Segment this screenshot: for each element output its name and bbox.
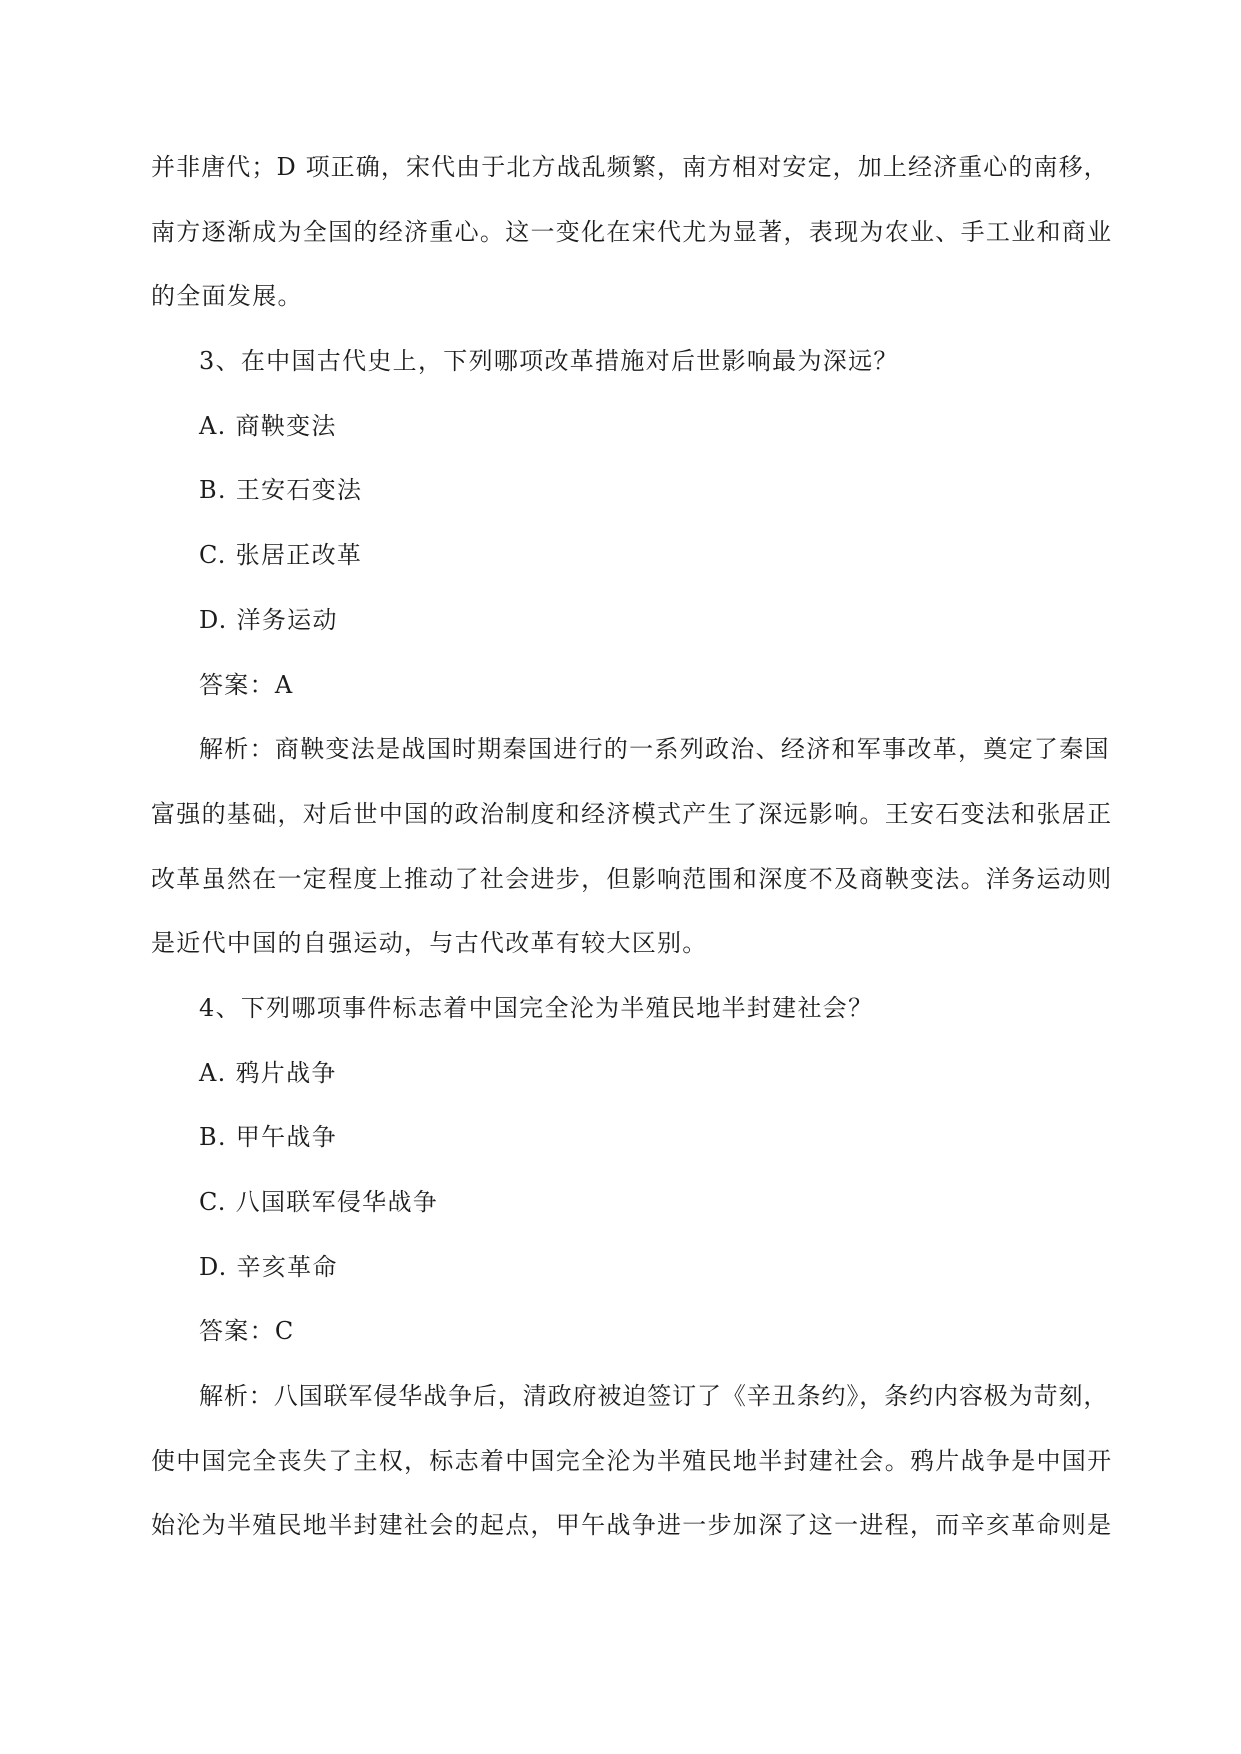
option-c: C. 张居正改革	[199, 541, 363, 570]
analysis-line: 改革虽然在一定程度上推动了社会进步，但影响范围和深度不及商鞅变法。洋务运动则	[151, 864, 1112, 893]
analysis-line: 南方逐渐成为全国的经济重心。这一变化在宋代尤为显著，表现为农业、手工业和商业	[151, 217, 1112, 246]
analysis-line: 是近代中国的自强运动，与古代改革有较大区别。	[151, 929, 708, 958]
analysis-line: 解析：商鞅变法是战国时期秦国进行的一系列政治、经济和军事改革，奠定了秦国	[199, 735, 1110, 764]
analysis-line: 富强的基础，对后世中国的政治制度和经济模式产生了深远影响。王安石变法和张居正	[151, 799, 1112, 828]
option-b: B. 王安石变法	[199, 476, 363, 505]
question-stem: 4、下列哪项事件标志着中国完全沦为半殖民地半封建社会？	[199, 993, 874, 1022]
option-c: C. 八国联军侵华战争	[199, 1188, 439, 1216]
analysis-line: 解析：八国联军侵华战争后，清政府被迫签订了《辛丑条约》，条约内容极为苛刻，	[199, 1382, 1109, 1411]
option-d: D. 辛亥革命	[199, 1252, 338, 1281]
option-a: A. 鸦片战争	[199, 1058, 337, 1087]
option-b: B. 甲午战争	[199, 1123, 337, 1152]
analysis-line: 始沦为半殖民地半封建社会的起点，甲午战争进一步加深了这一进程，而辛亥革命则是	[151, 1511, 1112, 1540]
option-d: D. 洋务运动	[199, 605, 338, 634]
analysis-line: 并非唐代；D 项正确，宋代由于北方战乱频繁，南方相对安定，加上经济重心的南移，	[151, 153, 1109, 181]
question-stem: 3、在中国古代史上，下列哪项改革措施对后世影响最为深远？	[199, 347, 899, 376]
answer: 答案：C	[199, 1317, 295, 1346]
option-a: A. 商鞅变法	[199, 411, 337, 440]
analysis-line: 使中国完全丧失了主权，标志着中国完全沦为半殖民地半封建社会。鸦片战争是中国开	[151, 1446, 1112, 1475]
answer: 答案：A	[199, 670, 294, 699]
document-body	[151, 135, 1112, 1558]
analysis-line: 的全面发展。	[151, 282, 303, 311]
